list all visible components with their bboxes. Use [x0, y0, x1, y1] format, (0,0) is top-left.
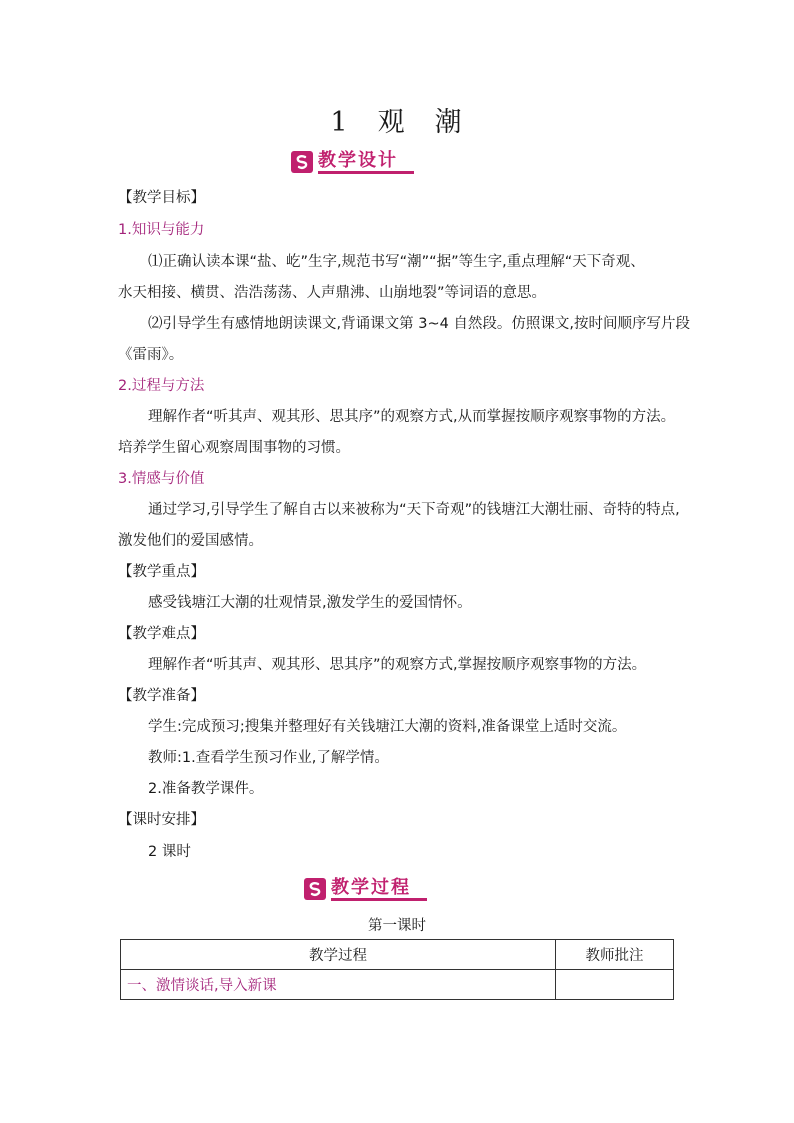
sub-heading-process: 2.过程与方法 [118, 378, 205, 394]
paragraph-line: ⑴正确认读本课“盐、屹”生字,规范书写“潮”“据”等生字,重点理解“天下奇观、 [148, 254, 645, 270]
table-header-cell: 教师批注 [556, 940, 674, 970]
sub-heading-knowledge: 1.知识与能力 [118, 222, 205, 238]
lesson-label: 第一课时 [368, 918, 426, 934]
paragraph-line: 感受钱塘江大潮的壮观情景,激发学生的爱国情怀。 [148, 595, 472, 611]
paragraph-line: 《雷雨》。 [118, 347, 184, 363]
paragraph-line: 教师:1.查看学生预习作业,了解学情。 [148, 750, 389, 766]
sub-heading-emotion: 3.情感与价值 [118, 471, 205, 487]
title-char-1: 观 [377, 107, 407, 138]
paragraph-line: 学生:完成预习;搜集并整理好有关钱塘江大潮的资料,准备课堂上适时交流。 [148, 719, 627, 735]
paragraph-line: 通过学习,引导学生了解自古以来被称为“天下奇观”的钱塘江大潮壮丽、奇特的特点, [148, 502, 680, 518]
banner-label: 教学过程 [331, 877, 427, 901]
paragraph-line: 水天相接、横贯、浩浩荡荡、人声鼎沸、山崩地裂”等词语的意思。 [118, 285, 547, 301]
paragraph-line: 2 课时 [148, 844, 191, 860]
title-char-2: 潮 [434, 107, 464, 138]
paragraph-line: ⑵引导学生有感情地朗读课文,背诵课文第 3~4 自然段。仿照课文,按时间顺序写片段 [148, 316, 691, 332]
title-number: 1 [330, 107, 350, 138]
page-title [0, 100, 794, 139]
paragraph-line: 培养学生留心观察周围事物的习惯。 [118, 440, 350, 456]
paragraph-line: 激发他们的爱国感情。 [118, 533, 263, 549]
table-header-cell: 教学过程 [121, 940, 556, 970]
heading-preparation: 【教学准备】 [118, 688, 205, 704]
paragraph-line: 理解作者“听其声、观其形、思其序”的观察方式,掌握按顺序观察事物的方法。 [148, 657, 647, 673]
paragraph-line: 理解作者“听其声、观其形、思其序”的观察方式,从而掌握按顺序观察事物的方法。 [148, 409, 676, 425]
table-cell-section: 一、激情谈话,导入新课 [121, 970, 556, 1000]
heading-difficulty: 【教学难点】 [118, 626, 205, 642]
heading-key-points: 【教学重点】 [118, 564, 205, 580]
swirl-logo-icon [304, 878, 326, 900]
teaching-design-banner [291, 151, 414, 173]
teaching-process-banner [304, 878, 427, 900]
banner-label: 教学设计 [318, 150, 414, 174]
process-table [120, 939, 674, 1000]
table-row [121, 970, 674, 1000]
table-cell-notes [556, 970, 674, 1000]
paragraph-line: 2.准备教学课件。 [148, 781, 264, 797]
swirl-logo-icon [291, 151, 313, 173]
table-header-row [121, 940, 674, 970]
heading-goal: 【教学目标】 [118, 190, 205, 206]
heading-schedule: 【课时安排】 [118, 812, 205, 828]
